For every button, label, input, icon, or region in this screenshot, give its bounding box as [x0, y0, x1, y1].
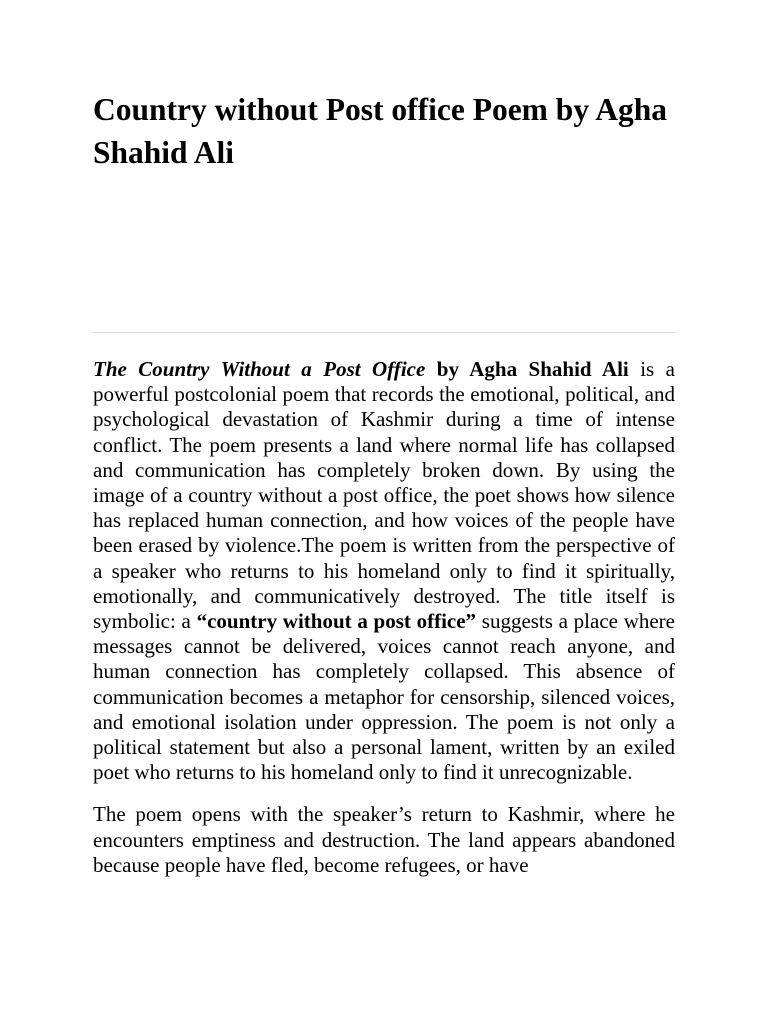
intro-paragraph	[93, 357, 675, 785]
paragraph-text-part-2: suggests a place where messages cannot be delivered, voices cannot reach anyone, and human connection has completely collapsed. This absence of communication becomes a metaphor for censorship, silenced voices, and emotional isolation under oppression. The poem is not only a political statement but also a personal lament, written by an exiled poet who returns to his homeland only to find it unrecognizable.	[93, 609, 675, 785]
paragraph-text-part-1: is a powerful postcolonial poem that records the emotional, political, and psychological devastation of Kashmir during a time of intense conflict. The poem presents a land where normal life has collapsed and communication has completely broken down. By using the image of a country without a post office, the poet shows how silence has replaced human connection, and how voices of the people have been erased by violence.The poem is written from the perspective of a speaker who returns to his homeland only to find it spiritually, emotionally, and communicatively destroyed. The title itself is symbolic: a	[93, 357, 676, 634]
page-title: Country without Post office Poem by Agha Shahid Ali	[93, 92, 667, 170]
author-bold: by Agha Shahid Ali	[425, 357, 629, 381]
quoted-phrase-bold: “country without a post office”	[196, 609, 477, 634]
section-divider	[93, 332, 675, 333]
second-paragraph: The poem opens with the speaker’s return to Kashmir, where he encounters emptiness and destruction. The land appears abandoned because people have fled, become refugees, or have	[93, 802, 675, 877]
poem-title-italic: The Country Without a Post Office	[93, 357, 426, 381]
